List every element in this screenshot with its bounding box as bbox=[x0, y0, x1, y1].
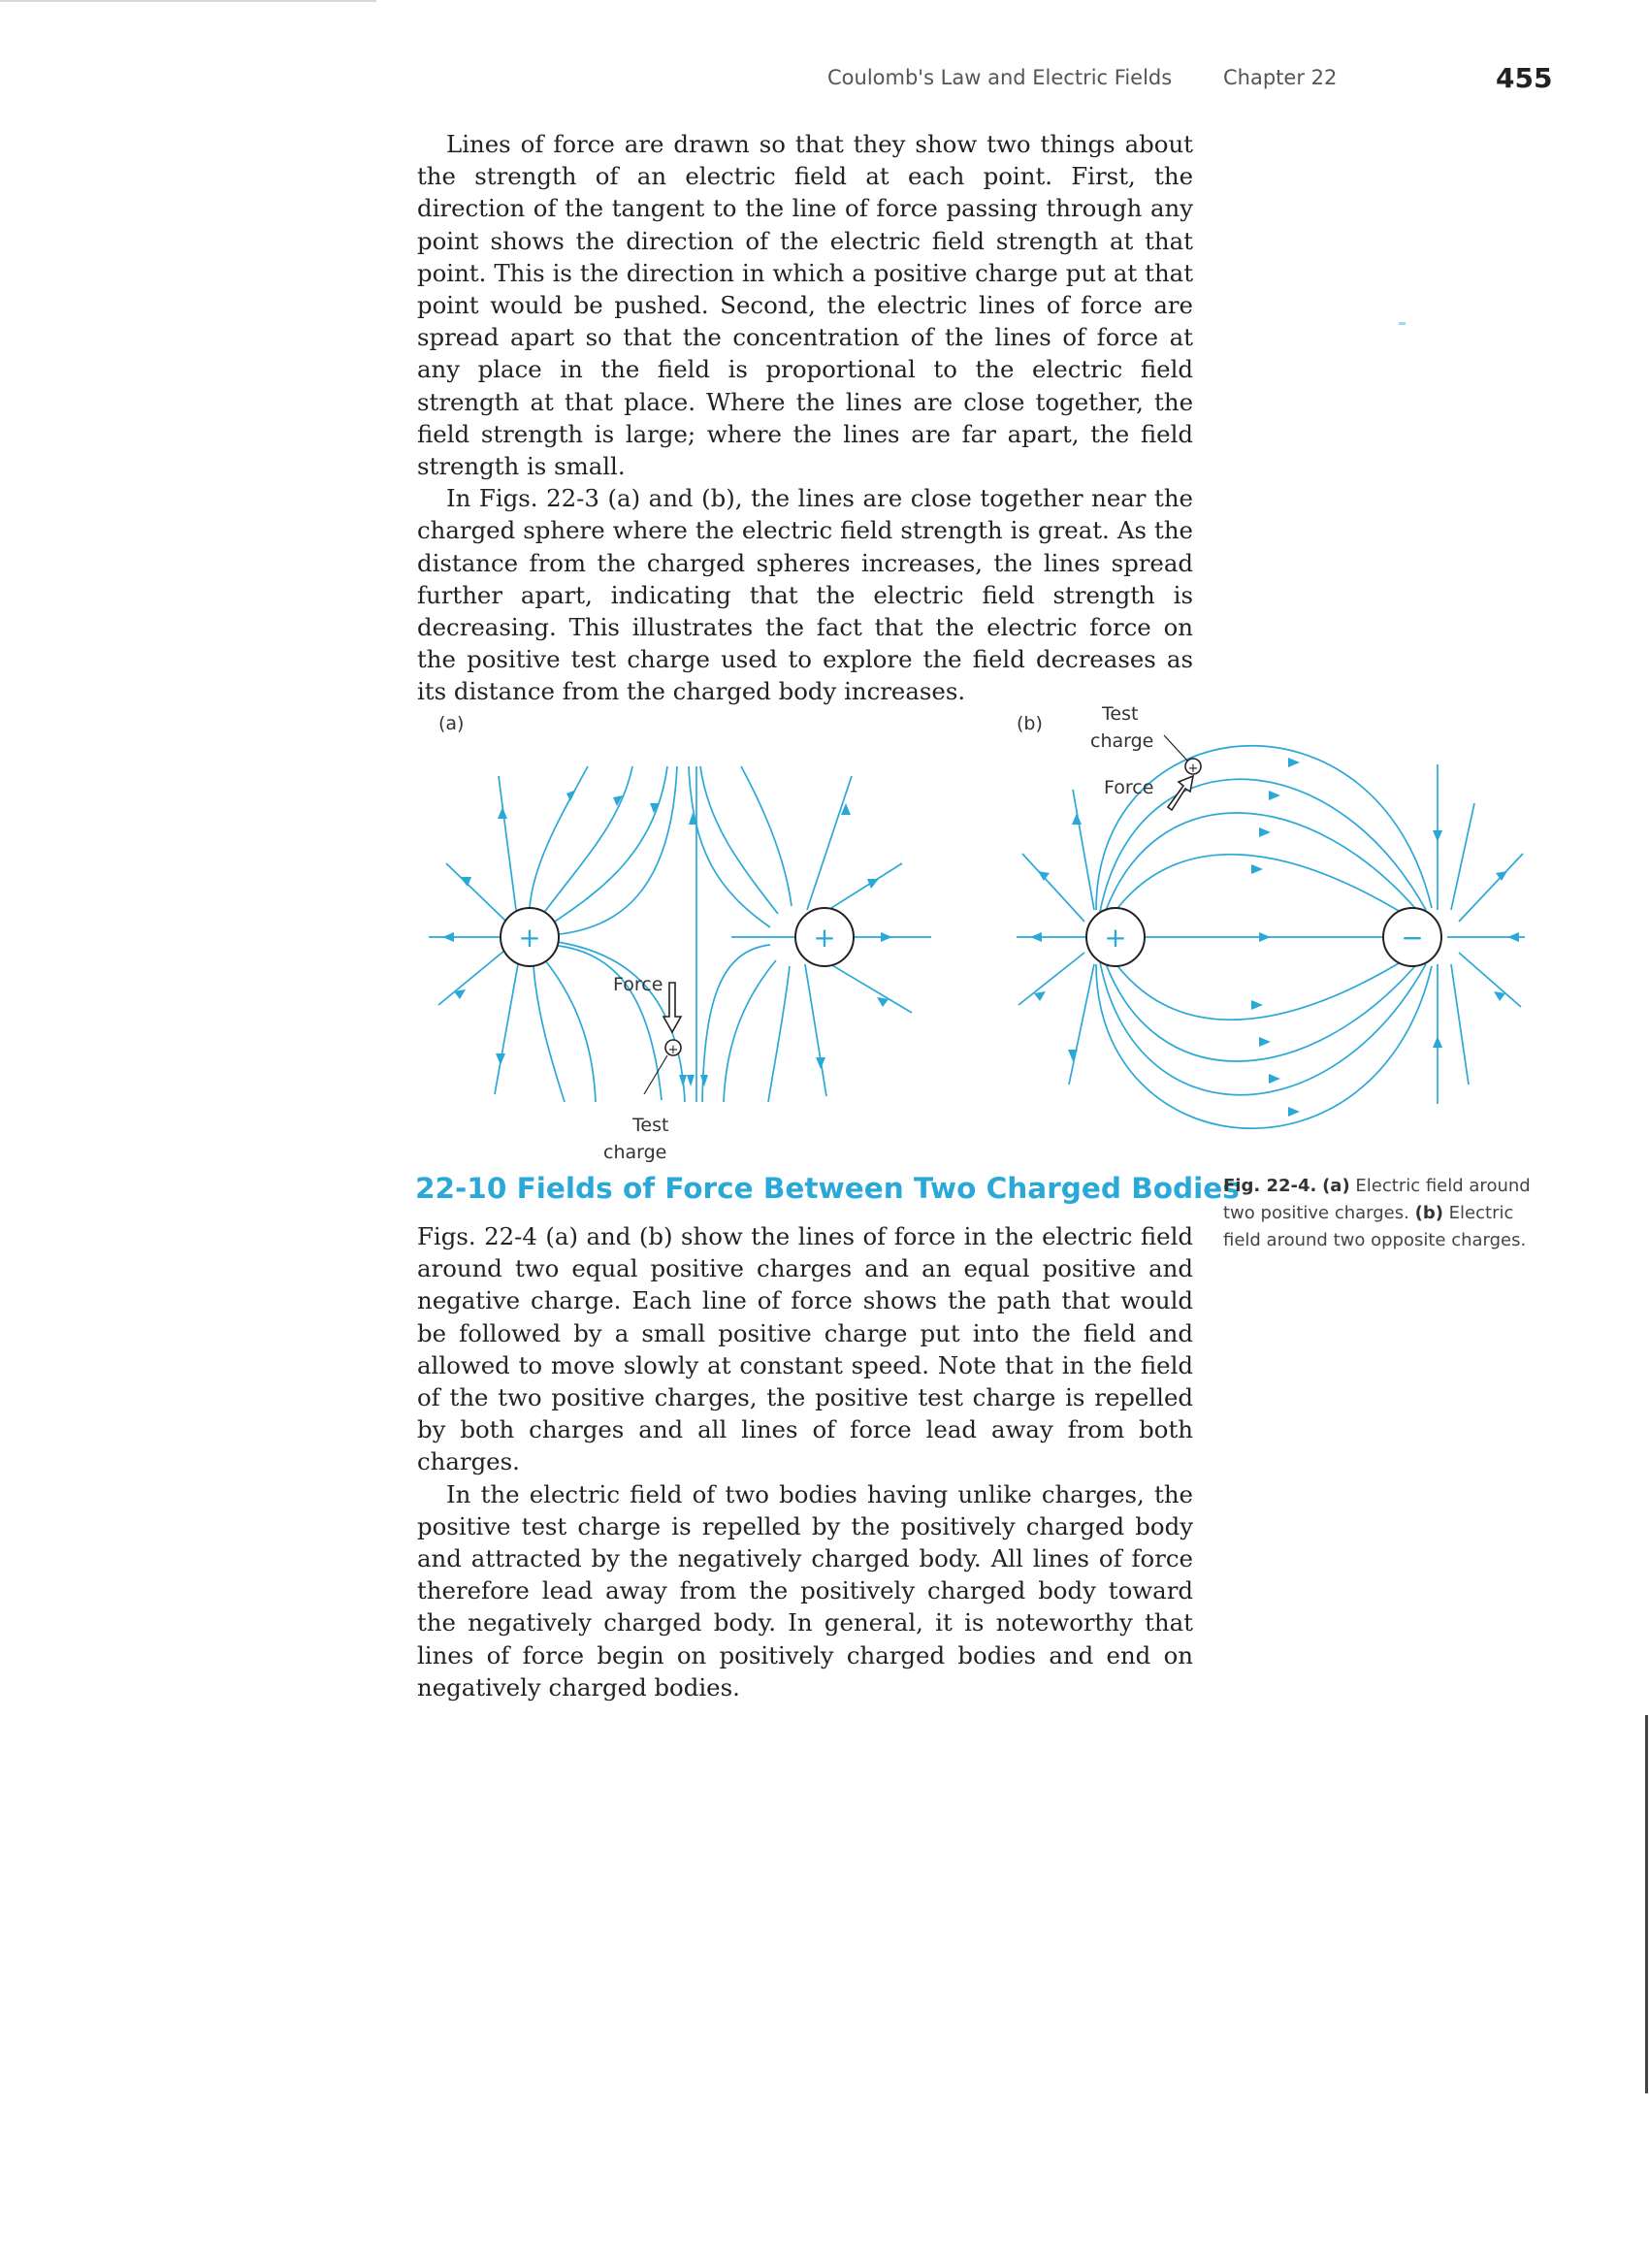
field-line bbox=[446, 863, 506, 922]
leader-line bbox=[1164, 735, 1187, 761]
charge-sign: + bbox=[518, 922, 541, 954]
ink-speck bbox=[1399, 322, 1406, 325]
field-line bbox=[534, 966, 565, 1102]
field-line bbox=[499, 776, 516, 910]
scan-edge-mark bbox=[1645, 1715, 1648, 2093]
test-label: charge bbox=[1090, 730, 1154, 752]
field-line bbox=[543, 766, 632, 914]
body-text-top bbox=[417, 128, 1193, 708]
caption-part-a: (a) bbox=[1322, 1176, 1350, 1196]
running-title: Coulomb's Law and Electric Fields bbox=[827, 66, 1173, 89]
field-line bbox=[1096, 746, 1432, 910]
paragraph: In Figs. 22-3 (a) and (b), the lines are close together near the charged sphere where the electric field strength is great. As the distance from the charged spheres increases, the lines spread further apart, indicating that the electric field strength is decreasing. This illustrates the fact that the electric force on the positive test charge used to explore the field decreases as its distance from the charged body increases. bbox=[417, 484, 1193, 706]
page-number: 455 bbox=[1496, 62, 1553, 94]
scan-edge-shade bbox=[0, 0, 376, 2]
section-heading: 22-10 Fields of Force Between Two Charged Bodies bbox=[415, 1172, 1240, 1205]
field-line bbox=[1104, 813, 1420, 916]
chapter-label: Chapter 22 bbox=[1223, 66, 1338, 89]
test-label: charge bbox=[603, 1142, 667, 1163]
test-label: Test bbox=[1102, 703, 1139, 725]
caption-fig-ref: Fig. 22-4. bbox=[1223, 1176, 1317, 1196]
field-line bbox=[741, 766, 792, 906]
charge-sign: + bbox=[1104, 922, 1127, 954]
force-label: Force bbox=[1104, 777, 1154, 798]
field-line bbox=[1451, 964, 1469, 1085]
field-line bbox=[724, 960, 776, 1102]
paragraph: In the electric field of two bodies having unlike charges, the positive test charge is repelled by the positively charged body and attracted by the negatively charged body. All lines of force therefore lead away from the positively charged body toward the negatively charged body. In general, it is noteworthy that lines of force begin on positively charged bodies and end on negatively charged bodies. bbox=[417, 1479, 1193, 1701]
field-line bbox=[549, 766, 667, 925]
field-lines-diagram bbox=[417, 697, 1542, 1182]
field-line bbox=[1022, 854, 1084, 922]
force-label: Force bbox=[613, 974, 663, 995]
force-arrow-icon bbox=[663, 983, 681, 1032]
field-line bbox=[702, 945, 770, 1102]
field-line bbox=[1451, 803, 1474, 910]
caption-text-a: Electric field around two positive charges. bbox=[1223, 1176, 1531, 1223]
field-line bbox=[1096, 964, 1432, 1128]
caption-part-b: (b) bbox=[1414, 1203, 1443, 1223]
figure-22-4 bbox=[417, 697, 1542, 1182]
paragraph: Figs. 22-4 (a) and (b) show the lines of force in the electric field around two equal positive charges and an equal positive and negative charge. Each line of force shows the path that would be followed by a small positive charge put into the field and allowed to move slowly at constant speed. Note that in the field of the two positive charges, the positive test charge is repelled by both charges and all lines of force lead away from both charges. bbox=[417, 1222, 1193, 1476]
body-text-bottom bbox=[417, 1220, 1193, 1703]
panel-a-label: (a) bbox=[438, 713, 465, 734]
field-line bbox=[545, 960, 596, 1102]
panel-b bbox=[1017, 703, 1525, 1128]
force-arrow-icon bbox=[1168, 776, 1193, 810]
field-line bbox=[700, 766, 778, 914]
paragraph: Lines of force are drawn so that they show two things about the strength of an electric field at each point. First, the direction of the tangent to the line of force passing through any point shows the direction of the electric field strength at that point. This is the direction in which a positive charge put at that point would be pushed. Second, the electric lines of force are spread apart so that the concentration of the lines of force at any place in the field is proportional to the electric field strength at that place. Where the lines are close together, the field strength is large; where the lines are far apart, the field strength is small. bbox=[417, 130, 1193, 481]
field-line bbox=[530, 766, 588, 908]
panel-b-label: (b) bbox=[1017, 713, 1043, 734]
panel-a bbox=[429, 713, 931, 1163]
field-line bbox=[551, 766, 677, 935]
test-charge-sign: + bbox=[667, 1043, 679, 1057]
field-line bbox=[438, 951, 504, 1005]
test-charge-sign: + bbox=[1187, 761, 1199, 776]
field-line bbox=[495, 964, 518, 1094]
field-line bbox=[805, 964, 826, 1096]
caption-text-b: Electric field around two opposite charges. bbox=[1223, 1203, 1527, 1250]
field-line bbox=[551, 945, 662, 1100]
field-line bbox=[1459, 854, 1523, 922]
test-label: Test bbox=[632, 1115, 669, 1136]
field-line bbox=[1069, 964, 1094, 1085]
field-line bbox=[768, 966, 790, 1102]
figure-caption bbox=[1223, 1173, 1553, 1254]
charge-sign: − bbox=[1401, 922, 1424, 954]
charge-sign: + bbox=[813, 922, 836, 954]
field-line bbox=[1104, 958, 1420, 1061]
field-line bbox=[1018, 953, 1084, 1005]
field-line bbox=[1459, 953, 1521, 1007]
field-line bbox=[807, 776, 852, 910]
field-line bbox=[551, 941, 685, 1102]
field-line bbox=[1073, 790, 1094, 910]
page-header bbox=[0, 62, 1649, 101]
